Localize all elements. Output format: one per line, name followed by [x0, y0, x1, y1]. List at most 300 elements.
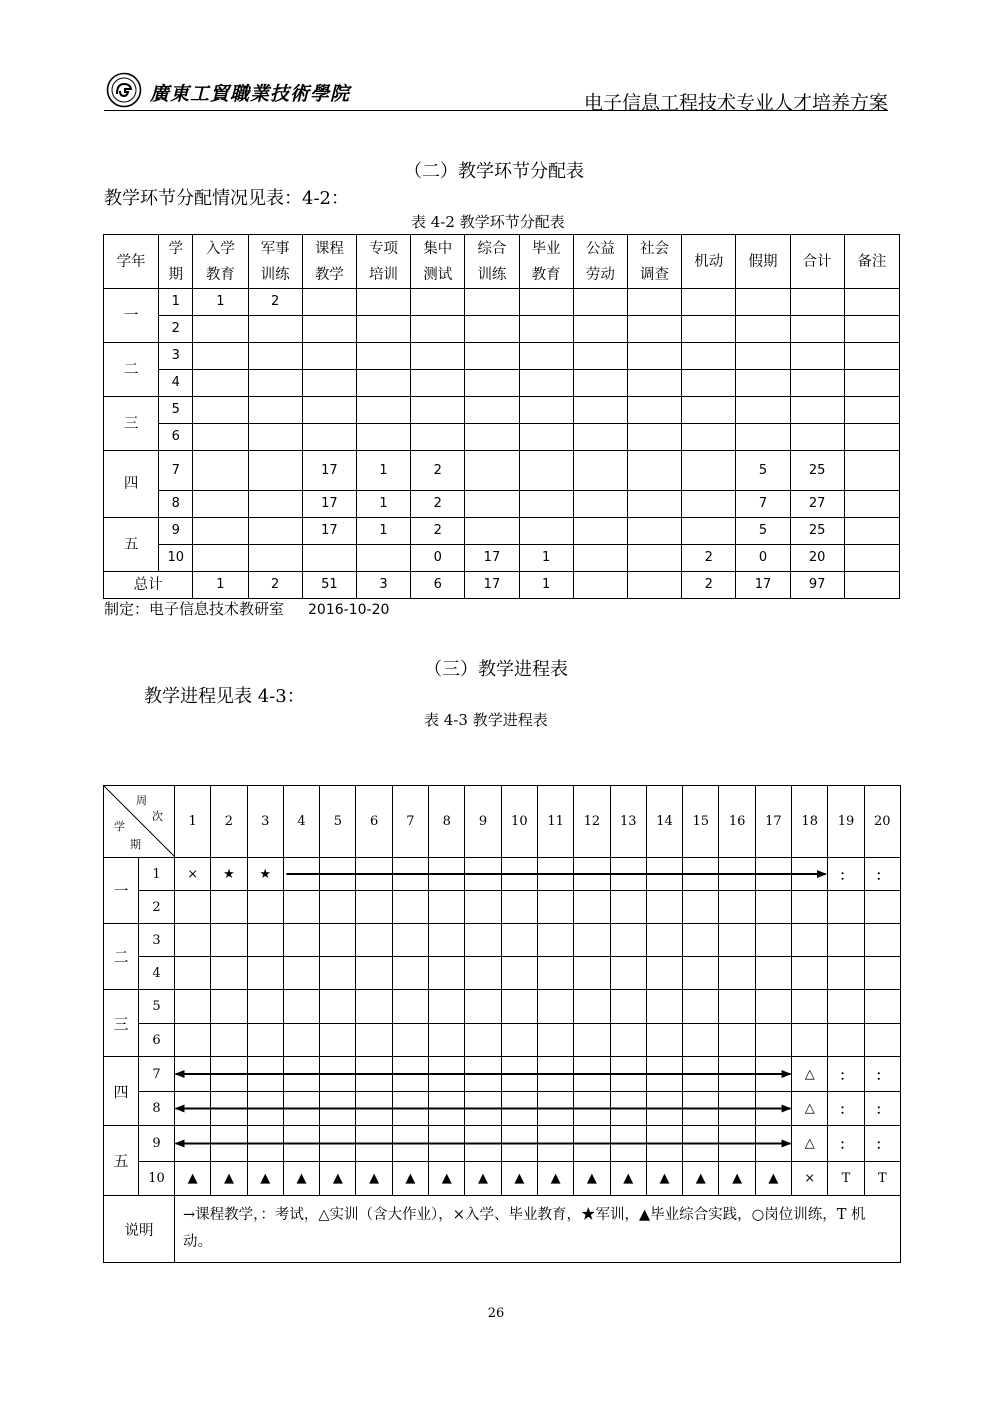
schedule-cell [828, 924, 864, 957]
schedule-cell [537, 957, 573, 990]
value-cell: 2 [682, 545, 736, 572]
schedule-cell [211, 990, 247, 1024]
section3-title: （三）教学进程表 [424, 659, 568, 680]
schedule-cell [537, 1057, 573, 1092]
table43-row [104, 1024, 901, 1057]
year-cell: 三 [104, 990, 139, 1057]
value-cell: 2 [411, 491, 465, 518]
term-cell: 4 [159, 370, 193, 397]
value-cell [356, 289, 410, 316]
value-cell [248, 491, 302, 518]
schedule-cell [429, 858, 465, 891]
schedule-cell: ： [828, 1092, 864, 1126]
table43-row [104, 957, 901, 990]
total-value-cell: 1 [193, 572, 248, 599]
term-cell: 3 [159, 343, 193, 370]
value-cell: 25 [790, 518, 844, 545]
corner-week-char: 周 [136, 794, 147, 807]
schedule-cell [646, 1092, 682, 1126]
value-cell [627, 491, 681, 518]
table42-column-header [356, 235, 410, 289]
schedule-cell [646, 957, 682, 990]
value-cell [790, 397, 844, 424]
value-cell [193, 518, 248, 545]
schedule-cell: ▲ [501, 1162, 537, 1196]
term-cell: 6 [139, 1024, 175, 1057]
schedule-cell [429, 924, 465, 957]
schedule-cell [211, 1024, 247, 1057]
week-header-cell: 16 [719, 786, 755, 858]
value-cell: 2 [248, 289, 302, 316]
school-name: 廣東工貿職業技術學院 [150, 83, 351, 105]
value-cell: 25 [790, 451, 844, 491]
schedule-cell [574, 1024, 610, 1057]
table43-row [104, 1057, 901, 1092]
value-cell: 1 [356, 491, 410, 518]
value-cell [465, 424, 519, 451]
schedule-cell [392, 858, 428, 891]
schedule-cell [755, 891, 791, 924]
term-cell: 4 [139, 957, 175, 990]
table42-column-header [104, 235, 159, 289]
value-cell [302, 370, 356, 397]
value-cell [302, 343, 356, 370]
table42-row [104, 545, 900, 572]
schedule-cell [211, 1126, 247, 1162]
schedule-cell [719, 858, 755, 891]
schedule-cell [429, 1092, 465, 1126]
schedule-cell [864, 1024, 900, 1057]
value-cell [193, 397, 248, 424]
value-cell: 17 [465, 545, 519, 572]
table43-row [104, 1162, 901, 1196]
value-cell: 2 [411, 451, 465, 491]
table42-column-header [790, 235, 844, 289]
column-header-text: 集中 [423, 240, 453, 257]
value-cell: 17 [302, 518, 356, 545]
value-cell [248, 316, 302, 343]
value-cell [248, 370, 302, 397]
value-cell [844, 424, 899, 451]
term-cell: 5 [139, 990, 175, 1024]
schedule-cell [610, 858, 646, 891]
total-value-cell: 17 [736, 572, 790, 599]
schedule-cell [392, 891, 428, 924]
value-cell: 0 [411, 545, 465, 572]
schedule-cell [683, 990, 719, 1024]
schedule-cell [719, 990, 755, 1024]
year-cell: 五 [104, 518, 159, 572]
value-cell [627, 343, 681, 370]
table43-row [104, 1092, 901, 1126]
column-header-text: 学 [168, 240, 184, 257]
schedule-cell [211, 1092, 247, 1126]
week-header-cell: 4 [283, 786, 319, 858]
column-header-text: 综合 [477, 240, 507, 257]
value-cell [411, 343, 465, 370]
schedule-cell [247, 1024, 283, 1057]
schedule-cell [755, 1126, 791, 1162]
table43-header-row [104, 786, 901, 858]
value-cell [573, 491, 627, 518]
schedule-cell [211, 924, 247, 957]
schedule-cell [175, 1092, 211, 1126]
schedule-cell [574, 1057, 610, 1092]
column-header-text: 培训 [369, 266, 399, 283]
value-cell [844, 518, 899, 545]
value-cell [844, 451, 899, 491]
value-cell [248, 397, 302, 424]
schedule-cell: ： [828, 1057, 864, 1092]
schedule-cell [283, 1092, 319, 1126]
term-cell: 9 [139, 1126, 175, 1162]
table43-row [104, 1126, 901, 1162]
value-cell [193, 343, 248, 370]
schedule-cell [683, 1057, 719, 1092]
week-header-cell: 7 [392, 786, 428, 858]
value-cell [519, 370, 573, 397]
value-cell [302, 545, 356, 572]
schedule-cell: ▲ [574, 1162, 610, 1196]
value-cell [736, 289, 790, 316]
schedule-cell [465, 1092, 501, 1126]
column-header-text: 调查 [640, 266, 670, 283]
schedule-cell [465, 1126, 501, 1162]
schedule-cell [792, 891, 828, 924]
schedule-cell [320, 1057, 356, 1092]
value-cell [573, 451, 627, 491]
table42-column-header [302, 235, 356, 289]
value-cell [736, 424, 790, 451]
schedule-cell: ： [864, 1092, 900, 1126]
schedule-cell [392, 957, 428, 990]
table43-caption: 表 4-3 教学进程表 [424, 711, 548, 729]
term-cell: 1 [139, 858, 175, 891]
schedule-cell [429, 957, 465, 990]
value-cell [844, 343, 899, 370]
schedule-cell [683, 924, 719, 957]
schedule-cell [719, 1126, 755, 1162]
value-cell [844, 289, 899, 316]
term-cell: 9 [159, 518, 193, 545]
schedule-cell [537, 924, 573, 957]
schedule-cell: ▲ [683, 1162, 719, 1196]
schedule-cell [864, 891, 900, 924]
week-header-cell: 12 [574, 786, 610, 858]
schedule-cell [501, 1024, 537, 1057]
schedule-cell [719, 891, 755, 924]
schedule-cell [392, 990, 428, 1024]
schedule-cell [719, 1092, 755, 1126]
column-header-text: 专项 [369, 240, 399, 257]
week-header-cell: 20 [864, 786, 900, 858]
schedule-cell [719, 957, 755, 990]
schedule-cell [864, 990, 900, 1024]
schedule-cell [320, 858, 356, 891]
schedule-cell [211, 957, 247, 990]
schedule-cell: × [792, 1162, 828, 1196]
schedule-cell: ★ [247, 858, 283, 891]
schedule-cell: △ [792, 1126, 828, 1162]
value-cell [248, 451, 302, 491]
value-cell [682, 289, 736, 316]
schedule-cell [175, 957, 211, 990]
value-cell [519, 316, 573, 343]
schedule-cell: ： [864, 1126, 900, 1162]
value-cell [302, 316, 356, 343]
schedule-cell [356, 891, 392, 924]
schedule-cell [392, 1126, 428, 1162]
schedule-cell [283, 957, 319, 990]
value-cell: 17 [302, 491, 356, 518]
column-header-text: 课程 [314, 240, 344, 257]
value-cell: 27 [790, 491, 844, 518]
schedule-cell [828, 990, 864, 1024]
week-header-cell: 19 [828, 786, 864, 858]
schedule-cell [683, 957, 719, 990]
schedule-cell [574, 957, 610, 990]
week-header-cell: 9 [465, 786, 501, 858]
table42-row [104, 451, 900, 491]
table42-column-header [193, 235, 248, 289]
year-cell: 二 [104, 924, 139, 990]
schedule-cell: ▲ [175, 1162, 211, 1196]
week-header-cell: 3 [247, 786, 283, 858]
value-cell [465, 397, 519, 424]
column-header-text: 劳动 [585, 266, 615, 283]
value-cell [682, 316, 736, 343]
schedule-cell: ▲ [719, 1162, 755, 1196]
week-header-cell: 13 [610, 786, 646, 858]
header-rule [104, 110, 888, 111]
document-title: 电子信息工程技术专业人才培养方案 [583, 92, 888, 114]
table42-row [104, 397, 900, 424]
value-cell: 1 [356, 451, 410, 491]
year-cell: 一 [104, 289, 159, 343]
schedule-cell [574, 891, 610, 924]
table42-total-row [104, 572, 900, 599]
value-cell [736, 370, 790, 397]
value-cell [627, 518, 681, 545]
value-cell [790, 289, 844, 316]
schedule-cell [320, 990, 356, 1024]
schedule-cell [574, 858, 610, 891]
schedule-cell [320, 1024, 356, 1057]
total-value-cell [627, 572, 681, 599]
schedule-cell: ▲ [465, 1162, 501, 1196]
schedule-cell [574, 990, 610, 1024]
value-cell [627, 316, 681, 343]
schedule-cell [610, 1057, 646, 1092]
legend-row [104, 1196, 901, 1263]
value-cell [790, 343, 844, 370]
schedule-cell [755, 858, 791, 891]
value-cell [519, 518, 573, 545]
schedule-cell: ： [828, 1126, 864, 1162]
schedule-cell [356, 990, 392, 1024]
section3-intro: 教学进程见表 4-3： [144, 686, 305, 707]
table42-row [104, 370, 900, 397]
schedule-cell: ▲ [283, 1162, 319, 1196]
schedule-cell [646, 1057, 682, 1092]
schedule-cell [683, 1092, 719, 1126]
schedule-cell: ： [828, 858, 864, 891]
value-cell [627, 370, 681, 397]
term-cell: 10 [159, 545, 193, 572]
schedule-cell: ★ [211, 858, 247, 891]
table42-caption: 表 4-2 教学环节分配表 [411, 213, 565, 231]
value-cell [573, 289, 627, 316]
value-cell [411, 370, 465, 397]
value-cell [302, 424, 356, 451]
schedule-cell [175, 1024, 211, 1057]
schedule-cell [175, 891, 211, 924]
value-cell [411, 289, 465, 316]
schedule-cell [792, 1024, 828, 1057]
schedule-cell [211, 891, 247, 924]
schedule-cell: ▲ [320, 1162, 356, 1196]
made-by: 制定：电子信息技术教研室 [104, 600, 285, 618]
section2-intro: 教学环节分配情况见表：4-2： [104, 188, 349, 209]
schedule-cell [465, 924, 501, 957]
schedule-cell [755, 1092, 791, 1126]
table42-row [104, 343, 900, 370]
schedule-cell [175, 1057, 211, 1092]
schedule-cell [247, 1057, 283, 1092]
value-cell: 20 [790, 545, 844, 572]
week-header-cell: 2 [211, 786, 247, 858]
schedule-cell [501, 957, 537, 990]
teaching-schedule-table [103, 785, 901, 1263]
term-cell: 7 [139, 1057, 175, 1092]
schedule-cell [356, 957, 392, 990]
value-cell [736, 343, 790, 370]
value-cell [573, 518, 627, 545]
schedule-cell [646, 1126, 682, 1162]
value-cell [356, 545, 410, 572]
value-cell [790, 316, 844, 343]
schedule-cell [864, 924, 900, 957]
term-cell: 6 [159, 424, 193, 451]
table43-row [104, 924, 901, 957]
schedule-cell [792, 924, 828, 957]
column-header-text: 公益 [585, 240, 615, 257]
schedule-cell [175, 1126, 211, 1162]
schedule-cell [610, 957, 646, 990]
table42-row [104, 289, 900, 316]
column-header-text: 社会 [640, 240, 670, 257]
schedule-cell [683, 891, 719, 924]
week-header-cell: 11 [537, 786, 573, 858]
value-cell [193, 451, 248, 491]
value-cell [573, 424, 627, 451]
schedule-cell [429, 891, 465, 924]
schedule-cell [755, 924, 791, 957]
value-cell [519, 451, 573, 491]
schedule-cell [610, 1024, 646, 1057]
week-header-cell: 14 [646, 786, 682, 858]
teaching-allocation-table [103, 234, 900, 599]
total-value-cell [844, 572, 899, 599]
schedule-cell [283, 1057, 319, 1092]
value-cell [790, 370, 844, 397]
schedule-cell [501, 1126, 537, 1162]
table42-row [104, 316, 900, 343]
value-cell [682, 491, 736, 518]
table42-footnote [104, 598, 389, 619]
schedule-cell [537, 1126, 573, 1162]
value-cell [573, 545, 627, 572]
table42-row [104, 491, 900, 518]
total-label: 总计 [104, 572, 193, 599]
value-cell [248, 343, 302, 370]
schedule-cell [392, 1092, 428, 1126]
value-cell [682, 397, 736, 424]
value-cell [627, 545, 681, 572]
schedule-cell [646, 858, 682, 891]
year-cell: 四 [104, 1057, 139, 1126]
schedule-cell [537, 1092, 573, 1126]
term-cell: 3 [139, 924, 175, 957]
value-cell: 1 [356, 518, 410, 545]
table42-column-header [627, 235, 681, 289]
schedule-cell [610, 924, 646, 957]
schedule-cell [392, 1057, 428, 1092]
schedule-cell [610, 990, 646, 1024]
value-cell [193, 316, 248, 343]
value-cell [356, 343, 410, 370]
schedule-cell [247, 990, 283, 1024]
schedule-cell [465, 957, 501, 990]
value-cell: 1 [193, 289, 248, 316]
schedule-cell [828, 957, 864, 990]
schedule-cell: ▲ [755, 1162, 791, 1196]
schedule-cell [792, 957, 828, 990]
value-cell [736, 316, 790, 343]
schedule-cell [646, 924, 682, 957]
value-cell: 7 [736, 491, 790, 518]
schedule-cell [320, 957, 356, 990]
schedule-cell: △ [792, 1057, 828, 1092]
value-cell: 0 [736, 545, 790, 572]
week-header-cell: 8 [429, 786, 465, 858]
value-cell [248, 424, 302, 451]
term-cell: 7 [159, 451, 193, 491]
value-cell [682, 424, 736, 451]
value-cell [627, 289, 681, 316]
schedule-cell [755, 1057, 791, 1092]
schedule-cell [320, 924, 356, 957]
schedule-cell [755, 1024, 791, 1057]
schedule-cell [574, 1092, 610, 1126]
value-cell [573, 343, 627, 370]
table42-row [104, 518, 900, 545]
schedule-cell [574, 1126, 610, 1162]
legend-label: 说明 [104, 1196, 175, 1263]
value-cell [465, 316, 519, 343]
table42-header-row [104, 235, 900, 289]
value-cell [465, 518, 519, 545]
schedule-cell [646, 1024, 682, 1057]
column-header-text: 训练 [260, 266, 290, 283]
value-cell [844, 491, 899, 518]
schedule-cell [537, 891, 573, 924]
schedule-cell [719, 1057, 755, 1092]
school-logo-icon [106, 72, 142, 108]
value-cell [519, 289, 573, 316]
column-header-text: 训练 [477, 266, 507, 283]
schedule-cell [537, 990, 573, 1024]
